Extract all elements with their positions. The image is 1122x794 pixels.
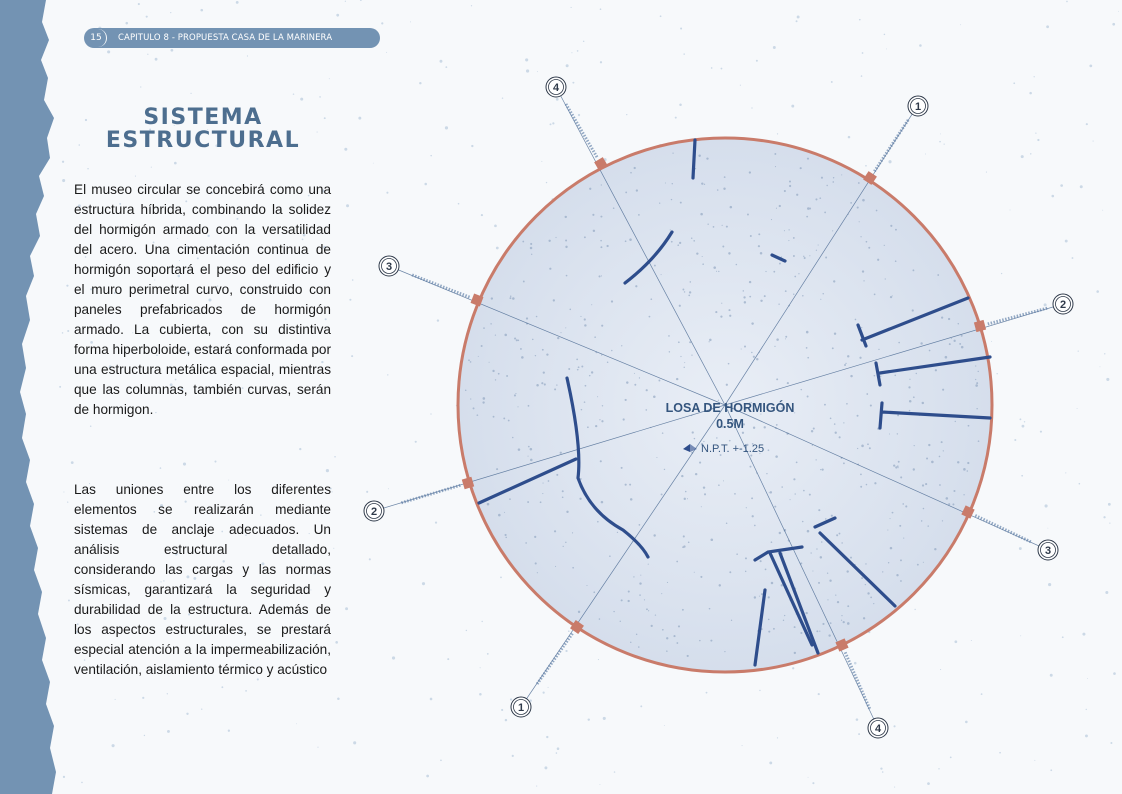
axis-label: 3 xyxy=(385,261,393,273)
section-title-line-2: ESTRUCTURAL xyxy=(105,128,301,153)
axis-label: 1 xyxy=(517,702,525,714)
axis-label: 4 xyxy=(552,82,560,94)
page-number: 15 xyxy=(86,29,107,47)
axis-label: 2 xyxy=(370,506,378,518)
axis-label: 2 xyxy=(1059,299,1067,311)
slab-label: LOSA DE HORMIGÓN xyxy=(665,401,795,415)
axis-label: 1 xyxy=(914,101,922,113)
axis-label: 4 xyxy=(874,723,882,735)
axis-hatch xyxy=(566,104,597,158)
axis-hatch xyxy=(988,308,1048,324)
body-paragraph-1: El museo circular se concebirá como una estructura híbrida, combinando la solidez del hormigón armado con la versatilidad del acero. Una cimentación continua de hormigón soportará el peso del edificio y el muro perimetral curvo, construido con paneles prefabricados de hormigón armado. La cubierta, con su distintiva forma hiperboloide, estará conformada por una estructura metálica espacial, mientras que las columnas, también curvas, serán de hormigon. xyxy=(74,182,331,417)
axis-hatch xyxy=(845,652,870,709)
axis-hatch xyxy=(975,515,1031,542)
chapter-title: CAPITULO 8 - PROPUESTA CASA DE LA MARINERA xyxy=(118,33,333,43)
axis-hatch xyxy=(412,275,470,297)
axis-label: 3 xyxy=(1044,545,1052,557)
slab-thickness: 0.5M xyxy=(716,417,744,431)
axis-hatch xyxy=(537,634,573,685)
body-paragraph-2: Las uniones entre los diferentes elementos se realizarán mediante sistemas de anclaje adecuados. Un análisis estructural detallado, considerando las cargas y las normas sísmicas, garantizará la seguridad y durabilidad de la estructura. Además de los aspectos estructurales, se prestará especial atención a la impermeabilización, ventilación, aislamiento térmico y acústico xyxy=(74,482,331,677)
level-label: N.P.T. +-1.25 xyxy=(701,443,765,455)
section-title-line-1: SISTEMA xyxy=(143,105,263,130)
